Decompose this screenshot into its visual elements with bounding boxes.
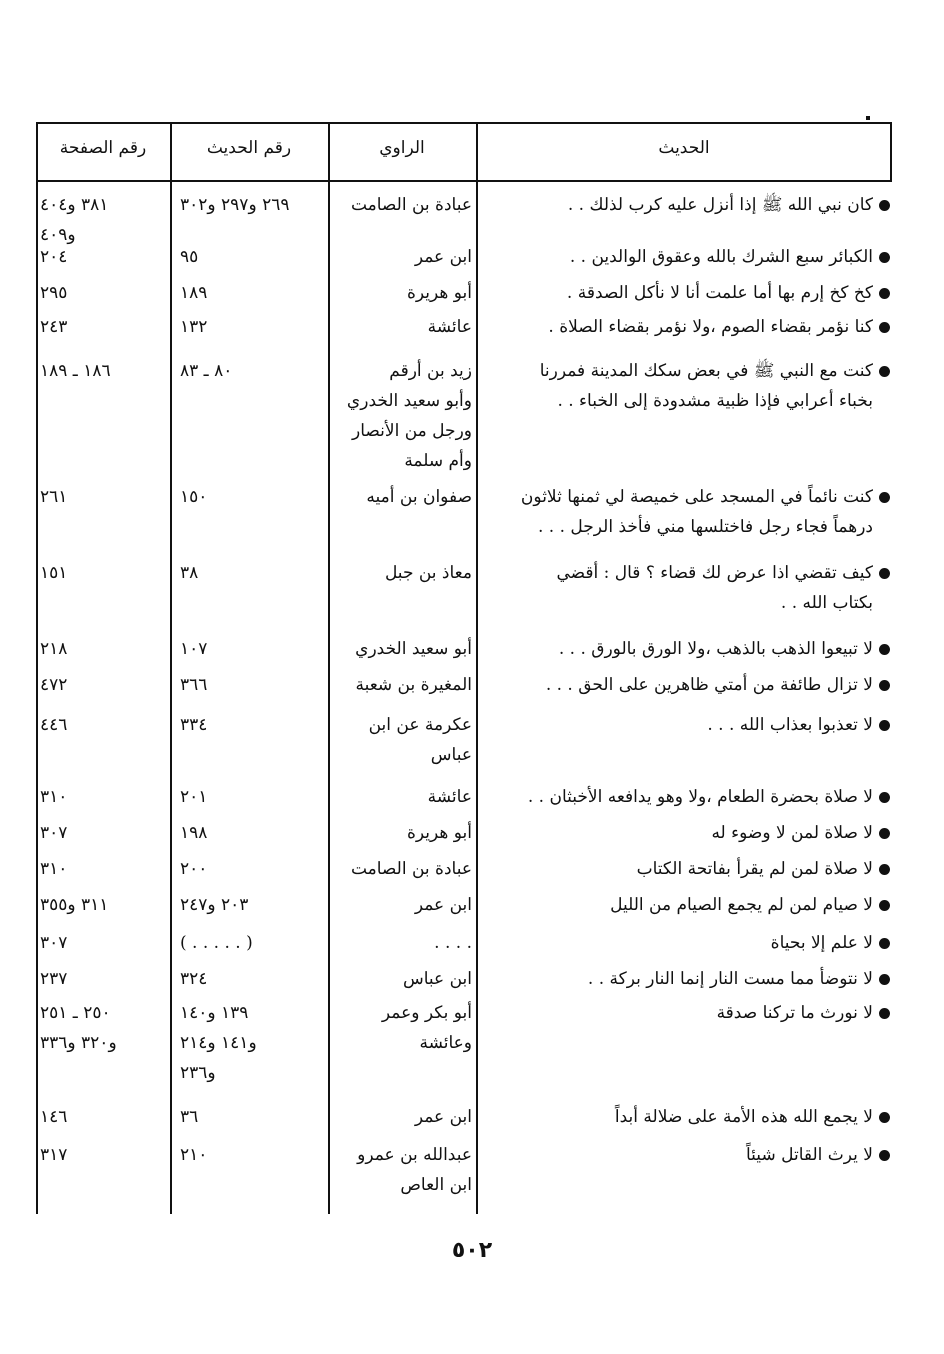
narrator-name [332,634,472,664]
narrator-name-line: أبو بكر وعمر [381,1003,472,1023]
page-reference [36,670,168,700]
narrator-name [332,964,472,994]
narrator-name [332,710,472,770]
narrator-name-line: ورجل من الأنصار [352,421,472,441]
hadith-text-first-line [490,710,890,740]
hadith-text-first-line [490,278,890,308]
hadith-number [176,634,328,664]
hadith-number [176,818,328,848]
hadith-number-line: ٣٦٦ [180,675,208,695]
narrator-name-line: ابن العاص [400,1175,472,1195]
page-reference [36,964,168,994]
hadith-number-line: ١٣٩ و١٤٠ [180,1003,249,1023]
hadith-text-first-line [490,782,890,812]
hadith-number [176,998,328,1088]
narrator-name-line: . . . . [434,933,472,953]
hadith-text-first-line [490,670,890,700]
narrator-name [332,1102,472,1132]
hadith-number-line: ٨٠ ـ ٨٣ [180,361,233,381]
hadith-number [176,964,328,994]
bullet-icon [879,792,890,803]
narrator-name-line: أبو هريرة [406,283,472,303]
page-reference-line: ٢٤٣ [40,317,68,337]
hadith-text-line: كان نبي الله ﷺ إذا أنزل عليه كرب لذلك . . [567,195,873,215]
hadith-text-first-line [490,482,890,512]
page-reference-line: ٢٣٧ [40,969,68,989]
hadith-number-line: ١٨٩ [180,283,208,303]
hadith-number-line: ( . . . . . ) [180,933,253,953]
page-reference-line: ٣١٠ [40,787,68,807]
hadith-number-line: ٣٨ [180,563,199,583]
bullet-icon [879,1112,890,1123]
hadith-text [490,312,890,342]
narrator-name-line: عباس [430,745,472,765]
page-reference-line: ٢١٨ [40,639,68,659]
hadith-text-line: كنت مع النبي ﷺ في بعض سكك المدينة فمررنا [539,361,873,381]
hadith-text-line: لا تزال طائفة من أمتي ظاهرين على الحق . . . [545,675,873,695]
narrator-name-line: وعائشة [419,1033,472,1053]
narrator-name-line: عبدالله بن عمرو [357,1145,472,1165]
hadith-text [490,1140,890,1170]
bullet-icon [879,644,890,655]
hadith-number-line: و١٤١ و٢١٤ [180,1033,257,1053]
hadith-text-line: لا يجمع الله هذه الأمة على ضلالة أبداً [614,1107,873,1127]
page-reference [36,1140,168,1170]
hadith-text [490,670,890,700]
page-reference [36,242,168,272]
page-reference [36,278,168,308]
narrator-name-line: ابن عمر [414,1107,472,1127]
page-reference [36,482,168,512]
hadith-text-first-line [490,818,890,848]
hadith-number-line: ٣٦ [180,1107,199,1127]
hadith-text [490,998,890,1028]
narrator-name [332,482,472,512]
bullet-icon [879,680,890,691]
narrator-name-line: معاذ بن جبل [384,563,472,583]
hadith-text [490,242,890,272]
hadith-number [176,278,328,308]
hadith-text-first-line [490,890,890,920]
bullet-icon [879,828,890,839]
page-reference-line: ٢٦١ [40,487,68,507]
hadith-text [490,890,890,920]
hadith-number [176,928,328,958]
hadith-text [490,928,890,958]
hadith-number-line: ١٩٨ [180,823,208,843]
page-reference-line: ٢٥٠ ـ ٢٥١ [40,1003,111,1023]
narrator-name-line: وأم سلمة [404,451,472,471]
hadith-number [176,242,328,272]
hadith-number-line: ١٠٧ [180,639,208,659]
bullet-icon [879,864,890,875]
hadith-number [176,190,328,220]
narrator-name [332,558,472,588]
page-reference-line: ٤٤٦ [40,715,68,735]
hadith-text-line: بخباء أعرابي فإذا ظبية مشدودة إلى الخباء . . [557,391,873,411]
narrator-name-line: زيد بن أرقم [389,361,472,381]
page-reference [36,710,168,740]
hadith-text-line: لا نورث ما تركنا صدقة [716,1003,873,1023]
hadith-text [490,854,890,884]
hadith-text-first-line [490,964,890,994]
hadith-index-table [36,122,892,1214]
hadith-text-line: لا صلاة لمن لم يقرأ بفاتحة الكتاب [636,859,873,879]
page-reference [36,190,168,250]
narrator-name-line: أبو هريرة [406,823,472,843]
narrator-name [332,278,472,308]
narrator-name [332,782,472,812]
column-divider [170,122,172,1214]
narrator-name [332,998,472,1058]
hadith-text-line: درهماً فجاء رجل فاختلسها مني فأخذ الرجل . . . [537,517,873,537]
hadith-number [176,782,328,812]
page-reference-line: ٤٧٢ [40,675,68,695]
page-reference-line: ١٤٦ [40,1107,68,1127]
hadith-text-line: كخ كخ إرم بها أما علمت أنا لا نأكل الصدقة . [566,283,873,303]
bullet-icon [879,1008,890,1019]
hadith-number [176,890,328,920]
hadith-text [490,710,890,740]
narrator-name [332,670,472,700]
header-hadith: الحديث [658,138,710,158]
page-reference [36,1102,168,1132]
hadith-number [176,558,328,588]
page-reference-line: ٣٠٧ [40,823,68,843]
narrator-name-line: وأبو سعيد الخدري [346,391,472,411]
page-reference [36,928,168,958]
page-reference-line: ٢٠٤ [40,247,68,267]
page-reference-line: ١٨٦ ـ ١٨٩ [40,361,111,381]
hadith-text-first-line [490,854,890,884]
page-reference [36,818,168,848]
narrator-name [332,242,472,272]
hadith-number-line: ١٥٠ [180,487,208,507]
page-reference [36,890,168,920]
header-narrator: الراوي [379,138,425,158]
hadith-number-line: ٣٢٤ [180,969,208,989]
bullet-icon [879,1150,890,1161]
hadith-number [176,312,328,342]
narrator-name-line: عائشة [427,787,472,807]
page-reference [36,854,168,884]
hadith-text [490,818,890,848]
hadith-text [490,356,890,416]
header-page-number: رقم الصفحة [59,138,147,158]
hadith-text-line: لا نتوضأ مما مست النار إنما النار بركة . . [587,969,873,989]
hadith-text [490,634,890,664]
page-reference-line: ٣١٧ [40,1145,68,1165]
page-reference-line: ٣١١ و٣٥٥ [40,895,109,915]
hadith-number [176,710,328,740]
hadith-text-line: لا صيام لمن لم يجمع الصيام من الليل [610,895,873,915]
hadith-text-first-line [490,1140,890,1170]
hadith-text-line: كنا نؤمر بقضاء الصوم ،ولا نؤمر بقضاء الصلاة . [548,317,873,337]
hadith-text-line: لا تعذبوا بعذاب الله . . . [707,715,873,735]
column-divider [328,122,330,1214]
page-reference-line: ٣٨١ و٤٠٤ [40,195,109,215]
narrator-name [332,890,472,920]
page-reference-line: و٣٢٠ و٣٣٦ [40,1033,117,1053]
hadith-text-first-line [490,998,890,1028]
hadith-text-first-line [490,634,890,664]
hadith-text-first-line [490,928,890,958]
page-reference [36,356,168,386]
hadith-number-line: و٢٣٦ [180,1063,216,1083]
page-reference [36,312,168,342]
hadith-number-line: ٢٠١ [180,787,208,807]
hadith-text-line: لا صلاة بحضرة الطعام ،ولا وهو يدافعه الأخبثان . . [527,787,873,807]
hadith-text-line: بكتاب الله . . [780,593,873,613]
bullet-icon [879,568,890,579]
hadith-text-line: لا يرث القاتل شيئاً [746,1145,873,1165]
narrator-name [332,854,472,884]
hadith-text-line: لا صلاة لمن لا وضوء له [711,823,873,843]
hadith-text-line: لا تبيعوا الذهب بالذهب ،ولا الورق بالورق . . . [558,639,873,659]
bullet-icon [879,252,890,263]
bullet-icon [879,974,890,985]
hadith-text-first-line [490,558,890,588]
corner-mark [866,116,870,120]
header-bottom-border [36,180,892,182]
hadith-text-line: الكبائر سبع الشرك بالله وعقوق الوالدين . . [569,247,873,267]
bullet-icon [879,492,890,503]
hadith-text [490,964,890,994]
hadith-text [490,278,890,308]
hadith-text-line: لا علم إلا بحياة [770,933,873,953]
hadith-number-line: ٢٦٩ و٢٩٧ و٣٠٢ [180,195,290,215]
page-reference-line: و٤٠٩ [40,225,76,245]
narrator-name [332,356,472,476]
narrator-name-line: صفوان بن أميه [366,487,472,507]
hadith-number-line: ٩٥ [180,247,199,267]
narrator-name [332,1140,472,1200]
narrator-name-line: ابن عباس [402,969,472,989]
hadith-text [490,782,890,812]
hadith-text-first-line [490,242,890,272]
page-reference [36,558,168,588]
hadith-text [490,1102,890,1132]
page-reference [36,634,168,664]
hadith-number-line: ٣٣٤ [180,715,208,735]
narrator-name [332,928,472,958]
narrator-name-line: ابن عمر [414,247,472,267]
narrator-name-line: عبادة بن الصامت [350,859,472,879]
narrator-name [332,312,472,342]
page-reference-line: ١٥١ [40,563,68,583]
hadith-text-first-line [490,312,890,342]
hadith-text [490,190,890,220]
hadith-number [176,670,328,700]
hadith-text [490,482,890,542]
hadith-text [490,558,890,618]
hadith-text-line: كنت نائماً في المسجد على خميصة لي ثمنها ثلاثون [520,487,873,507]
page-reference-line: ٢٩٥ [40,283,68,303]
hadith-number-line: ١٣٢ [180,317,208,337]
hadith-text-first-line [490,190,890,220]
hadith-number [176,1102,328,1132]
narrator-name-line: المغيرة بن شعبة [355,675,472,695]
bullet-icon [879,366,890,377]
page-reference-line: ٣١٠ [40,859,68,879]
hadith-number [176,482,328,512]
bullet-icon [879,938,890,949]
narrator-name [332,190,472,220]
page-number: ٥٠٢ [451,1238,493,1263]
hadith-text-first-line [490,1102,890,1132]
hadith-number [176,1140,328,1170]
narrator-name-line: عبادة بن الصامت [350,195,472,215]
hadith-text-line: كيف تقضي اذا عرض لك قضاء ؟ قال : أقضي [556,563,873,583]
table-top-border [36,122,892,124]
column-divider [476,122,478,1214]
narrator-name-line: عائشة [427,317,472,337]
bullet-icon [879,900,890,911]
bullet-icon [879,720,890,731]
page-reference [36,998,168,1058]
hadith-number-line: ٢٠٣ و٢٤٧ [180,895,249,915]
hadith-number [176,854,328,884]
hadith-number-line: ٢١٠ [180,1145,208,1165]
narrator-name-line: ابن عمر [414,895,472,915]
page-reference [36,782,168,812]
bullet-icon [879,322,890,333]
narrator-name [332,818,472,848]
narrator-name-line: عكرمة عن ابن [368,715,472,735]
bullet-icon [879,288,890,299]
page-reference-line: ٣٠٧ [40,933,68,953]
narrator-name-line: أبو سعيد الخدري [355,639,472,659]
hadith-number [176,356,328,386]
hadith-text-first-line [490,356,890,386]
hadith-number-line: ٢٠٠ [180,859,208,879]
bullet-icon [879,200,890,211]
header-hadith-number: رقم الحديث [206,138,292,158]
